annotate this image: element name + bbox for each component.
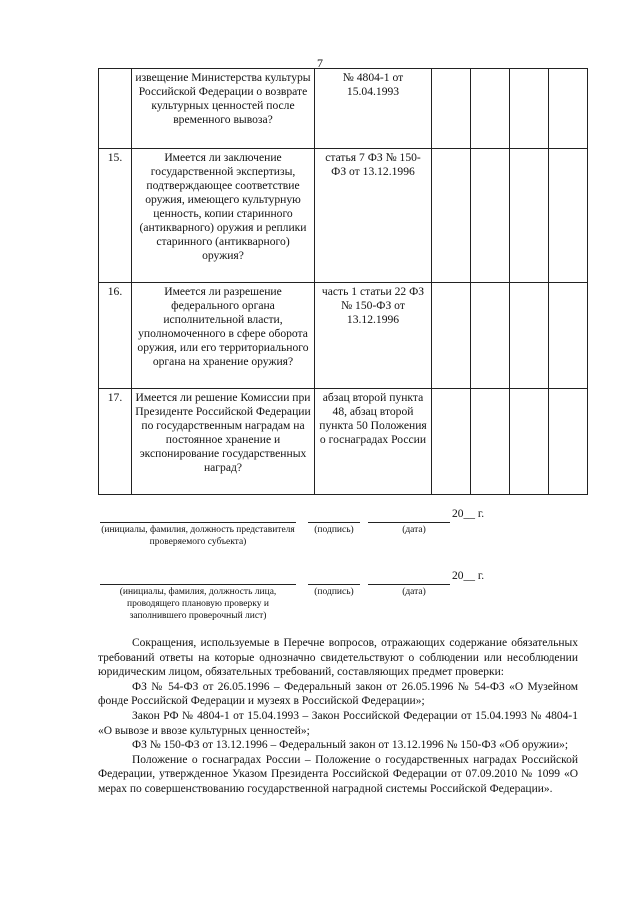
abbreviation-item: ФЗ № 150-ФЗ от 13.12.1996 – Федеральный закон от 13.12.1996 № 150-ФЗ «Об оружии»;	[132, 739, 569, 752]
row-number: 16.	[99, 283, 132, 389]
answer-cell[interactable]	[549, 149, 588, 283]
table-row	[99, 283, 588, 389]
row-question: Имеется ли решение Комиссии при Президенте Российской Федерации по государственным наградам на постоянное хранение и экспонирование государственных наград?	[132, 389, 315, 495]
abbreviation-item: Положение о госнаградах России – Положение о государственных наградах Российской Федерации, утвержденное Указом Президента Российской Федерации от 07.09.2010 № 1099 «О мерах по совершенствованию государственной наградной системы Российской Федерации».	[98, 753, 578, 795]
row-question: Имеется ли разрешение федерального органа исполнительной власти, уполномоченного в сфере оборота оружия, или его территориального органа на хранение оружия?	[132, 283, 315, 389]
person-caption: (инициалы, фамилия, должность лица, проводящего плановую проверку и заполнившего проверочный лист)	[119, 587, 277, 621]
row-reference: № 4804-1 от 15.04.1993	[315, 69, 432, 149]
signature-line-sign[interactable]	[308, 522, 360, 523]
row-question: извещение Министерства культуры Российской Федерации о возврате культурных ценностей после временного вывоза?	[132, 69, 315, 149]
date-caption: (дата)	[402, 587, 426, 597]
page-number: 7	[317, 56, 323, 70]
answer-cell[interactable]	[549, 389, 588, 495]
answer-cell[interactable]	[471, 69, 510, 149]
answer-cell[interactable]	[510, 69, 549, 149]
abbreviation-item: ФЗ № 54-ФЗ от 26.05.1996 – Федеральный закон от 26.05.1996 № 54-ФЗ «О Музейном фонде Российской Федерации и музеях в Российской Федерации»;	[98, 680, 578, 708]
table-row	[99, 69, 588, 149]
row-reference: часть 1 статьи 22 ФЗ № 150-ФЗ от 13.12.1996	[315, 283, 432, 389]
requirements-table	[98, 68, 588, 495]
answer-cell[interactable]	[432, 69, 471, 149]
abbreviations-text	[98, 636, 578, 797]
answer-cell[interactable]	[432, 283, 471, 389]
signature-line-date[interactable]	[368, 584, 450, 585]
row-number: 15.	[99, 149, 132, 283]
signature-line-sign[interactable]	[308, 584, 360, 585]
sign-caption: (подпись)	[314, 587, 354, 597]
abbreviation-item: Закон РФ № 4804-1 от 15.04.1993 – Закон Российской Федерации от 15.04.1993 № 4804-1 «О вывозе и ввозе культурных ценностей»;	[98, 709, 578, 737]
row-number: 17.	[99, 389, 132, 495]
row-number	[99, 69, 132, 149]
row-question: Имеется ли заключение государственной экспертизы, подтверждающее соответствие оружия, имеющего культурную ценность, копии старинного (антикварного) оружия и реплики старинного (антикварного) оружия?	[132, 149, 315, 283]
answer-cell[interactable]	[432, 389, 471, 495]
answer-cell[interactable]	[549, 69, 588, 149]
signature-line-person[interactable]	[100, 522, 296, 523]
year-label: 20__ г.	[452, 508, 485, 520]
sign-caption: (подпись)	[314, 525, 354, 535]
row-reference: статья 7 ФЗ № 150-ФЗ от 13.12.1996	[315, 149, 432, 283]
answer-cell[interactable]	[471, 149, 510, 283]
answer-cell[interactable]	[510, 149, 549, 283]
row-reference: абзац второй пункта 48, абзац второй пункта 50 Положения о госнаградах России	[315, 389, 432, 495]
signature-line-date[interactable]	[368, 522, 450, 523]
year-label: 20__ г.	[452, 570, 485, 582]
date-caption: (дата)	[402, 525, 426, 535]
answer-cell[interactable]	[471, 283, 510, 389]
answer-cell[interactable]	[432, 149, 471, 283]
answer-cell[interactable]	[510, 283, 549, 389]
answer-cell[interactable]	[549, 283, 588, 389]
table-row	[99, 389, 588, 495]
person-caption: (инициалы, фамилия, должность представителя проверяемого субъекта)	[101, 525, 295, 547]
answer-cell[interactable]	[510, 389, 549, 495]
abbreviations-intro: Сокращения, используемые в Перечне вопросов, отражающих содержание обязательных требований ответы на которые однозначно свидетельствуют о соблюдении или несоблюдении юридическим лицом, обязательных требований, составляющих предмет проверки:	[98, 637, 578, 679]
table-row	[99, 149, 588, 283]
answer-cell[interactable]	[471, 389, 510, 495]
signature-line-person[interactable]	[100, 584, 296, 585]
